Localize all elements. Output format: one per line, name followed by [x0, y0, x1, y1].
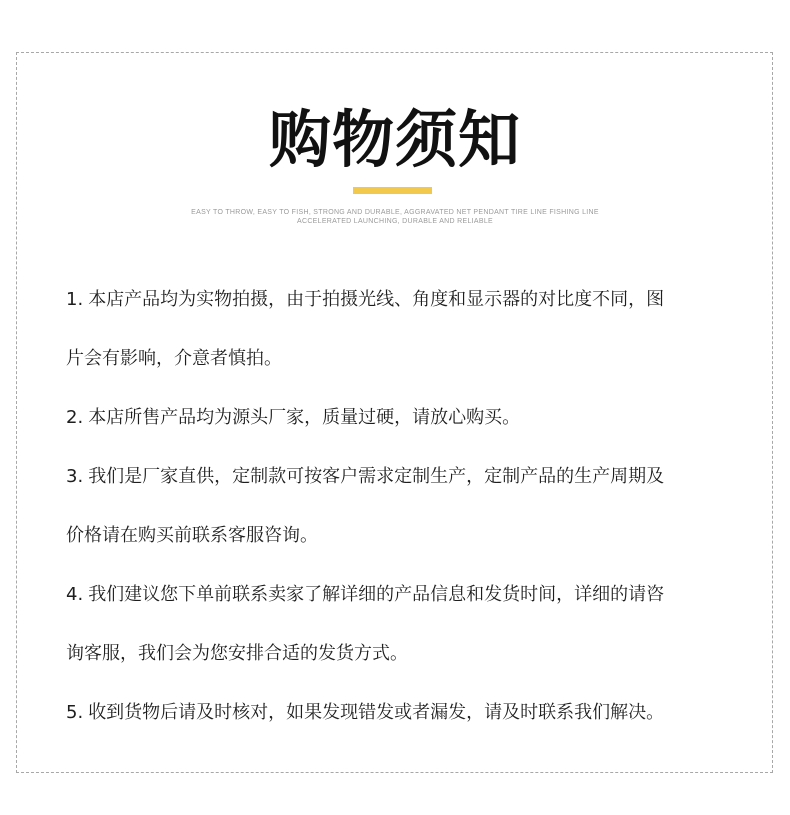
notice-line	[66, 447, 736, 506]
notice-number: 4.	[66, 584, 84, 605]
notice-item-4	[66, 565, 736, 683]
notice-number: 2.	[66, 407, 84, 428]
notice-item-1	[66, 270, 736, 388]
notice-number: 5.	[66, 702, 84, 723]
notice-line	[66, 565, 736, 624]
notice-item-2	[66, 388, 736, 447]
notice-number: 3.	[66, 466, 84, 487]
subtitle-line-2: ACCELERATED LAUNCHING, DURABLE AND RELIABLE	[297, 218, 493, 225]
notice-text: 我们是厂家直供，定制款可按客户需求定制生产，定制产品的生产周期及	[88, 466, 665, 487]
notice-text: 收到货物后请及时核对，如果发现错发或者漏发，请及时联系我们解决。	[88, 702, 665, 723]
notice-text: 询客服，我们会为您安排合适的发货方式。	[66, 643, 408, 664]
notice-line	[66, 270, 736, 329]
notice-line	[66, 683, 736, 742]
notice-text: 本店产品均为实物拍摄，由于拍摄光线、角度和显示器的对比度不同，图	[88, 289, 665, 310]
notice-item-5	[66, 683, 736, 742]
notice-text: 价格请在购买前联系客服咨询。	[66, 525, 318, 546]
notice-item-3	[66, 447, 736, 565]
notice-text: 我们建议您下单前联系卖家了解详细的产品信息和发货时间，详细的请咨	[88, 584, 665, 605]
english-subtitle	[0, 208, 790, 226]
subtitle-line-1: EASY TO THROW, EASY TO FISH, STRONG AND DURABLE, AGGRAVATED NET PENDANT TIRE LINE FISHING LINE	[191, 209, 599, 216]
title-accent-bar	[353, 187, 432, 194]
page-title: 购物须知	[268, 103, 521, 176]
notice-text: 片会有影响，介意者慎拍。	[66, 348, 282, 369]
notice-text: 本店所售产品均为源头厂家，质量过硬，请放心购买。	[88, 407, 521, 428]
notice-line	[66, 388, 736, 447]
notice-number: 1.	[66, 289, 84, 310]
notice-list	[66, 270, 736, 742]
